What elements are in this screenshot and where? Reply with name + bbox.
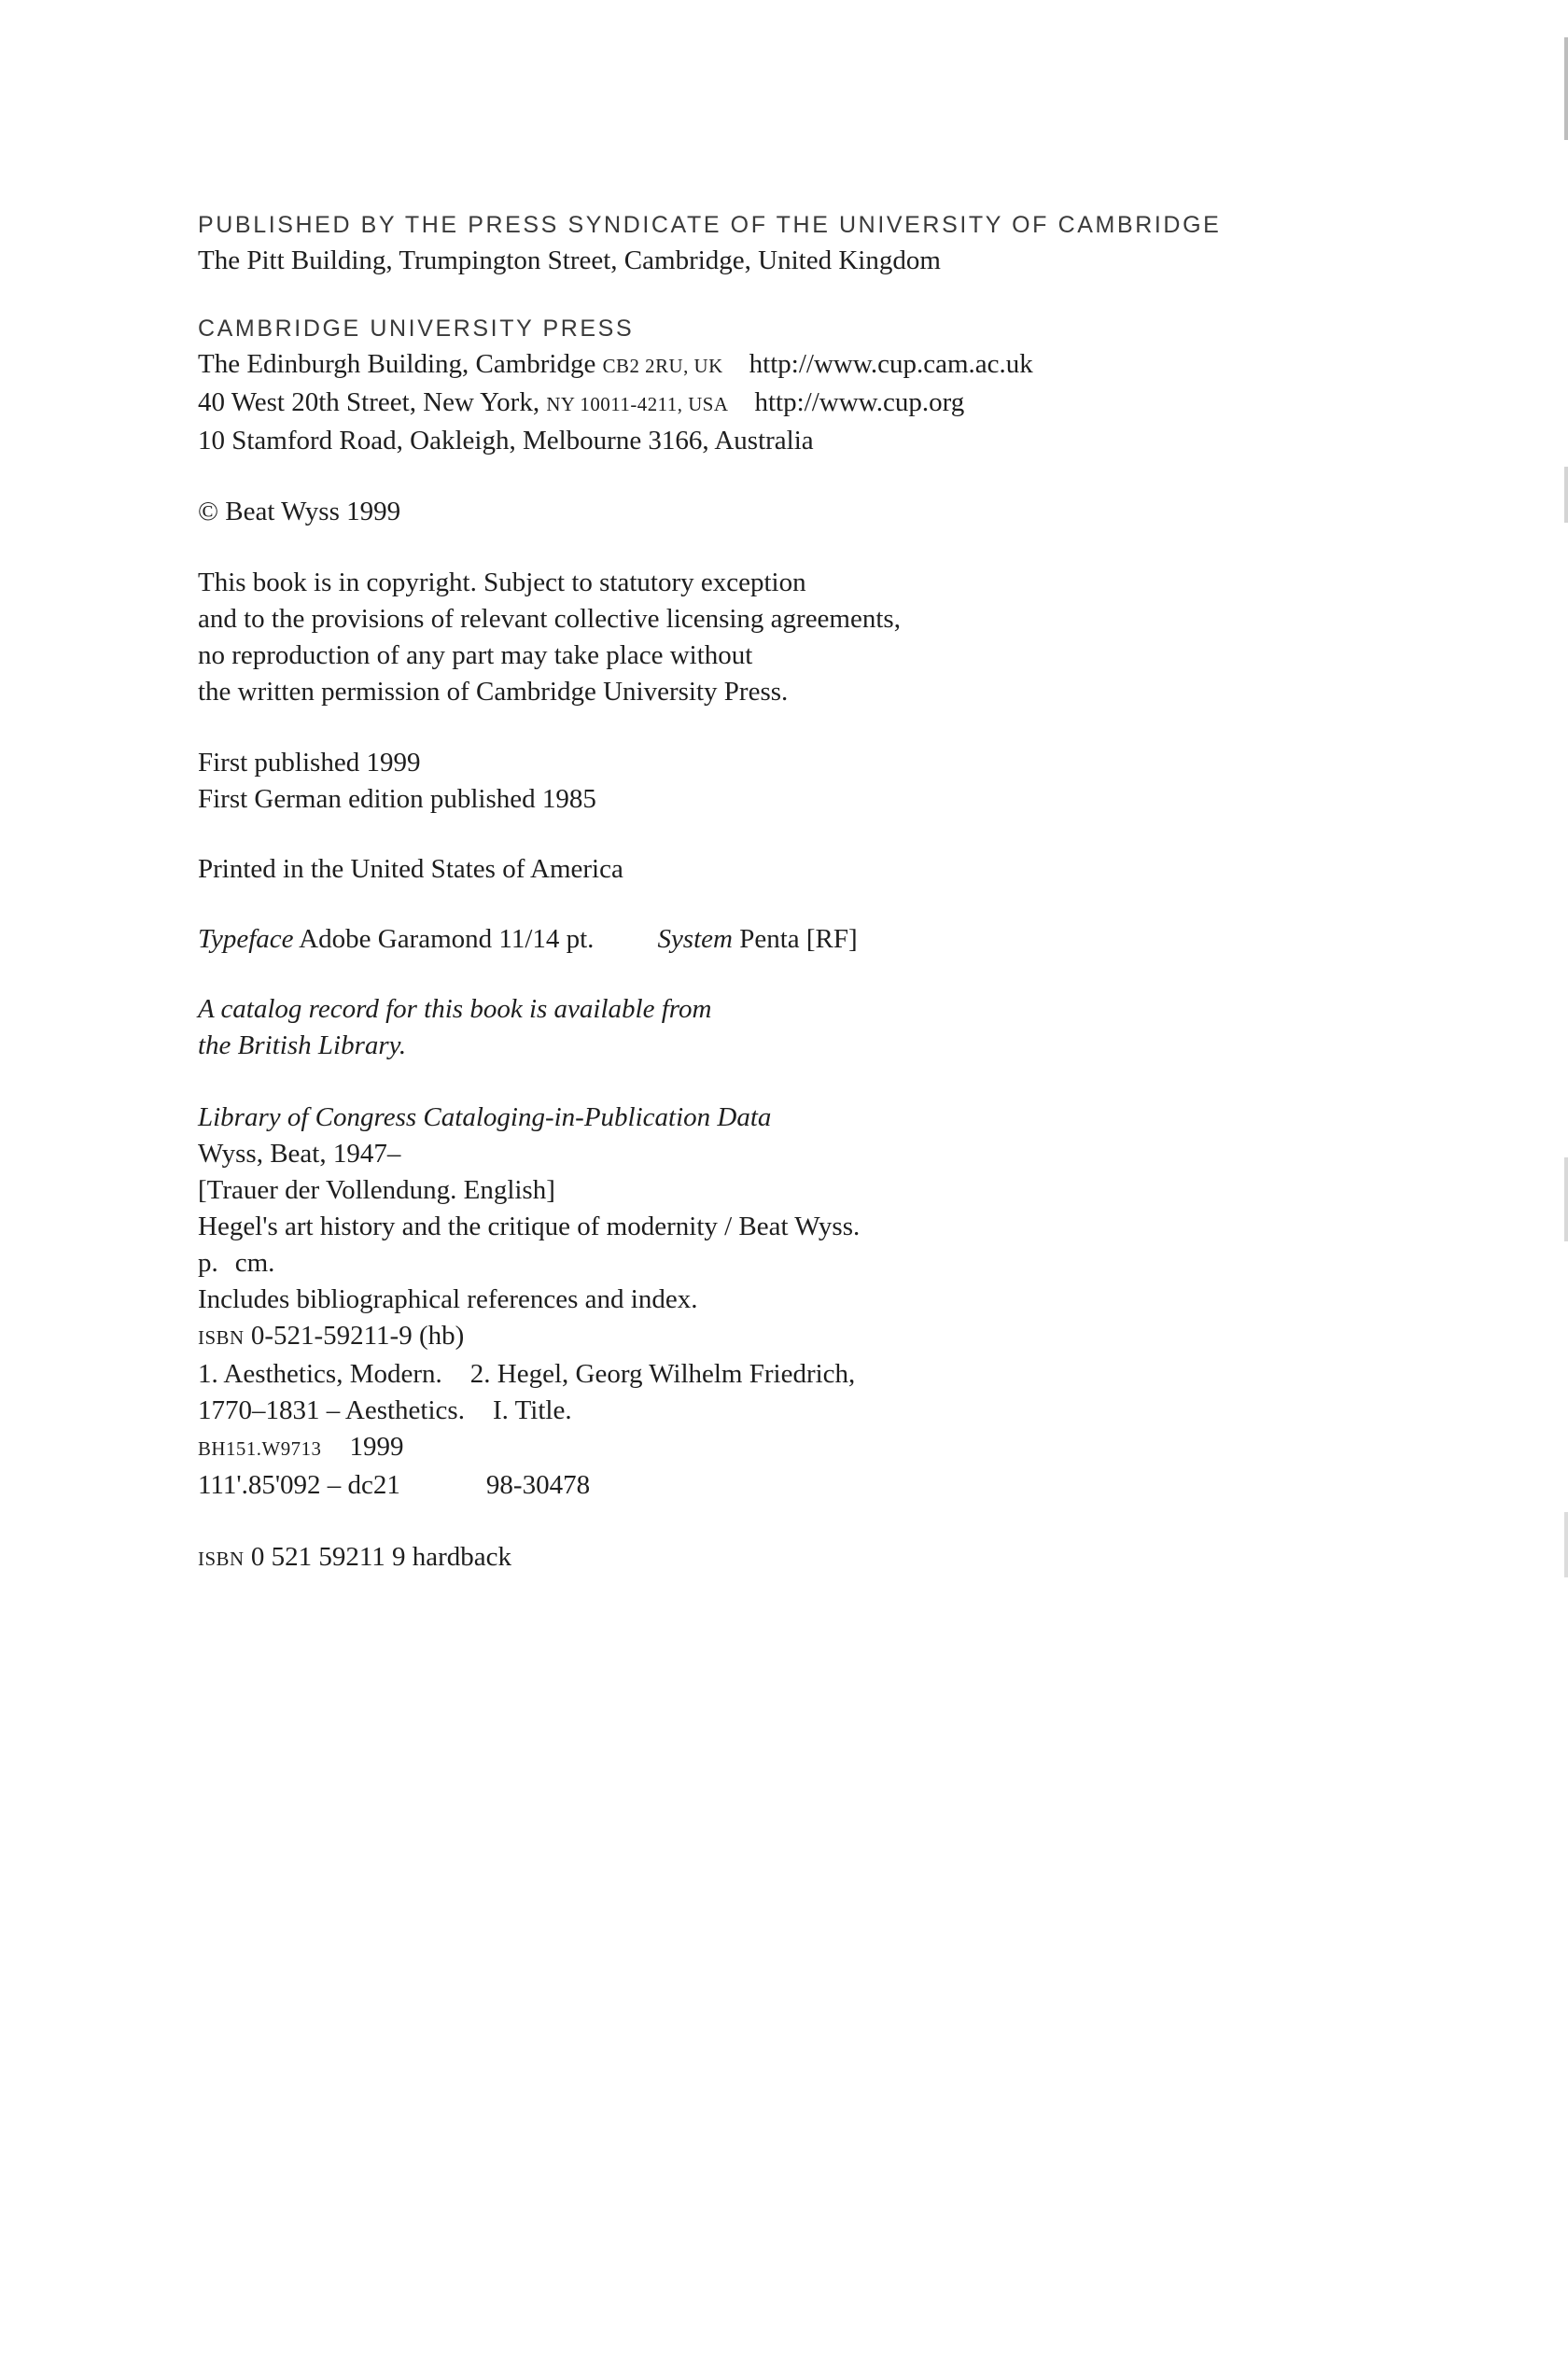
typeface-block: [198, 921, 1411, 958]
cip-lccn: 98-30478: [485, 1470, 591, 1500]
catalog-record-line: A catalog record for this book is available from: [198, 994, 712, 1024]
rights-block: [198, 565, 1411, 710]
cip-subject: 1. Aesthetics, Modern.: [198, 1359, 442, 1389]
press-address-text: 40 West 20th Street, New York,: [198, 387, 547, 417]
cip-title: Hegel's art history and the critique of modernity / Beat Wyss.: [198, 1212, 861, 1241]
press-url-link[interactable]: http://www.cup.org: [754, 387, 965, 417]
cip-subject: 1770–1831 – Aesthetics.: [198, 1395, 465, 1425]
typeface-label: Typeface: [198, 924, 294, 954]
final-isbn-label: ISBN: [198, 1548, 245, 1570]
system-label: System: [657, 924, 733, 954]
catalog-record-line: the British Library.: [198, 1030, 407, 1060]
cip-dewey: 111'.85'092 – dc21: [198, 1470, 400, 1500]
copyright-page: [198, 207, 1411, 1577]
press-address-line: 10 Stamford Road, Oakleigh, Melbourne 3166, Australia: [198, 426, 814, 455]
typeface-line: [198, 921, 1411, 958]
cip-data-block: [198, 1100, 1411, 1504]
cip-heading: Library of Congress Cataloging-in-Publication Data: [198, 1102, 772, 1132]
cip-class-year: 1999: [349, 1432, 404, 1462]
copyright-block: [198, 494, 1411, 530]
copyright-notice: © Beat Wyss 1999: [198, 497, 401, 526]
press-heading: CAMBRIDGE UNIVERSITY PRESS: [198, 315, 635, 342]
final-isbn-value: 0 521 59211 9 hardback: [244, 1542, 512, 1572]
cip-class-number: BH151.W9713: [198, 1437, 322, 1460]
cip-subjects: [198, 1393, 1411, 1429]
catalog-record-block: [198, 991, 1411, 1064]
final-isbn-block: [198, 1539, 1411, 1577]
system-value: Penta [RF]: [732, 924, 858, 954]
first-german-edition: First German edition published 1985: [198, 784, 596, 814]
final-isbn: [198, 1539, 1411, 1577]
cip-notes: Includes bibliographical references and index.: [198, 1284, 698, 1314]
press-postcode: NY 10011-4211, USA: [546, 393, 729, 415]
cip-pages: p.: [198, 1248, 218, 1278]
cip-uniform-title: [Trauer der Vollendung. English]: [198, 1175, 555, 1205]
press-address-line: [198, 346, 1411, 385]
cip-physical: [198, 1245, 1411, 1282]
press-postcode: CB2 2RU, UK: [602, 355, 723, 377]
cip-author: Wyss, Beat, 1947–: [198, 1139, 401, 1169]
rights-line: no reproduction of any part may take place without: [198, 640, 753, 670]
typeface-value: Adobe Garamond 11/14 pt.: [293, 924, 595, 954]
cip-isbn-label: ISBN: [198, 1326, 245, 1349]
publisher-block: [198, 207, 1411, 279]
cip-isbn: [198, 1318, 1411, 1356]
publisher-heading: PUBLISHED BY THE PRESS SYNDICATE OF THE UNIVERSITY OF CAMBRIDGE: [198, 212, 1222, 238]
scan-edge-artifact: [1564, 467, 1568, 523]
rights-line: the written permission of Cambridge University Press.: [198, 677, 789, 707]
first-published: First published 1999: [198, 748, 421, 778]
publication-history: [198, 745, 1411, 818]
press-url-link[interactable]: http://www.cup.cam.ac.uk: [749, 349, 1033, 379]
cip-size: cm.: [234, 1248, 275, 1278]
cip-dewey-line: [198, 1467, 1411, 1504]
rights-line: and to the provisions of relevant collective licensing agreements,: [198, 604, 901, 634]
printed-in: Printed in the United States of America: [198, 854, 623, 884]
cip-isbn-value: 0-521-59211-9 (hb): [244, 1321, 465, 1351]
press-block: [198, 311, 1411, 459]
scan-edge-artifact: [1564, 1512, 1568, 1577]
scan-edge-artifact: [1564, 37, 1568, 140]
scan-edge-artifact: [1564, 1157, 1568, 1241]
rights-line: This book is in copyright. Subject to statutory exception: [198, 567, 806, 597]
publisher-address: The Pitt Building, Trumpington Street, Cambridge, United Kingdom: [198, 245, 941, 275]
cip-subjects: [198, 1356, 1411, 1393]
press-address-line: [198, 385, 1411, 423]
press-address-text: The Edinburgh Building, Cambridge: [198, 349, 603, 379]
cip-classification: [198, 1429, 1411, 1467]
cip-subject: 2. Hegel, Georg Wilhelm Friedrich,: [469, 1359, 856, 1389]
printed-block: [198, 851, 1411, 888]
cip-subject: I. Title.: [492, 1395, 572, 1425]
